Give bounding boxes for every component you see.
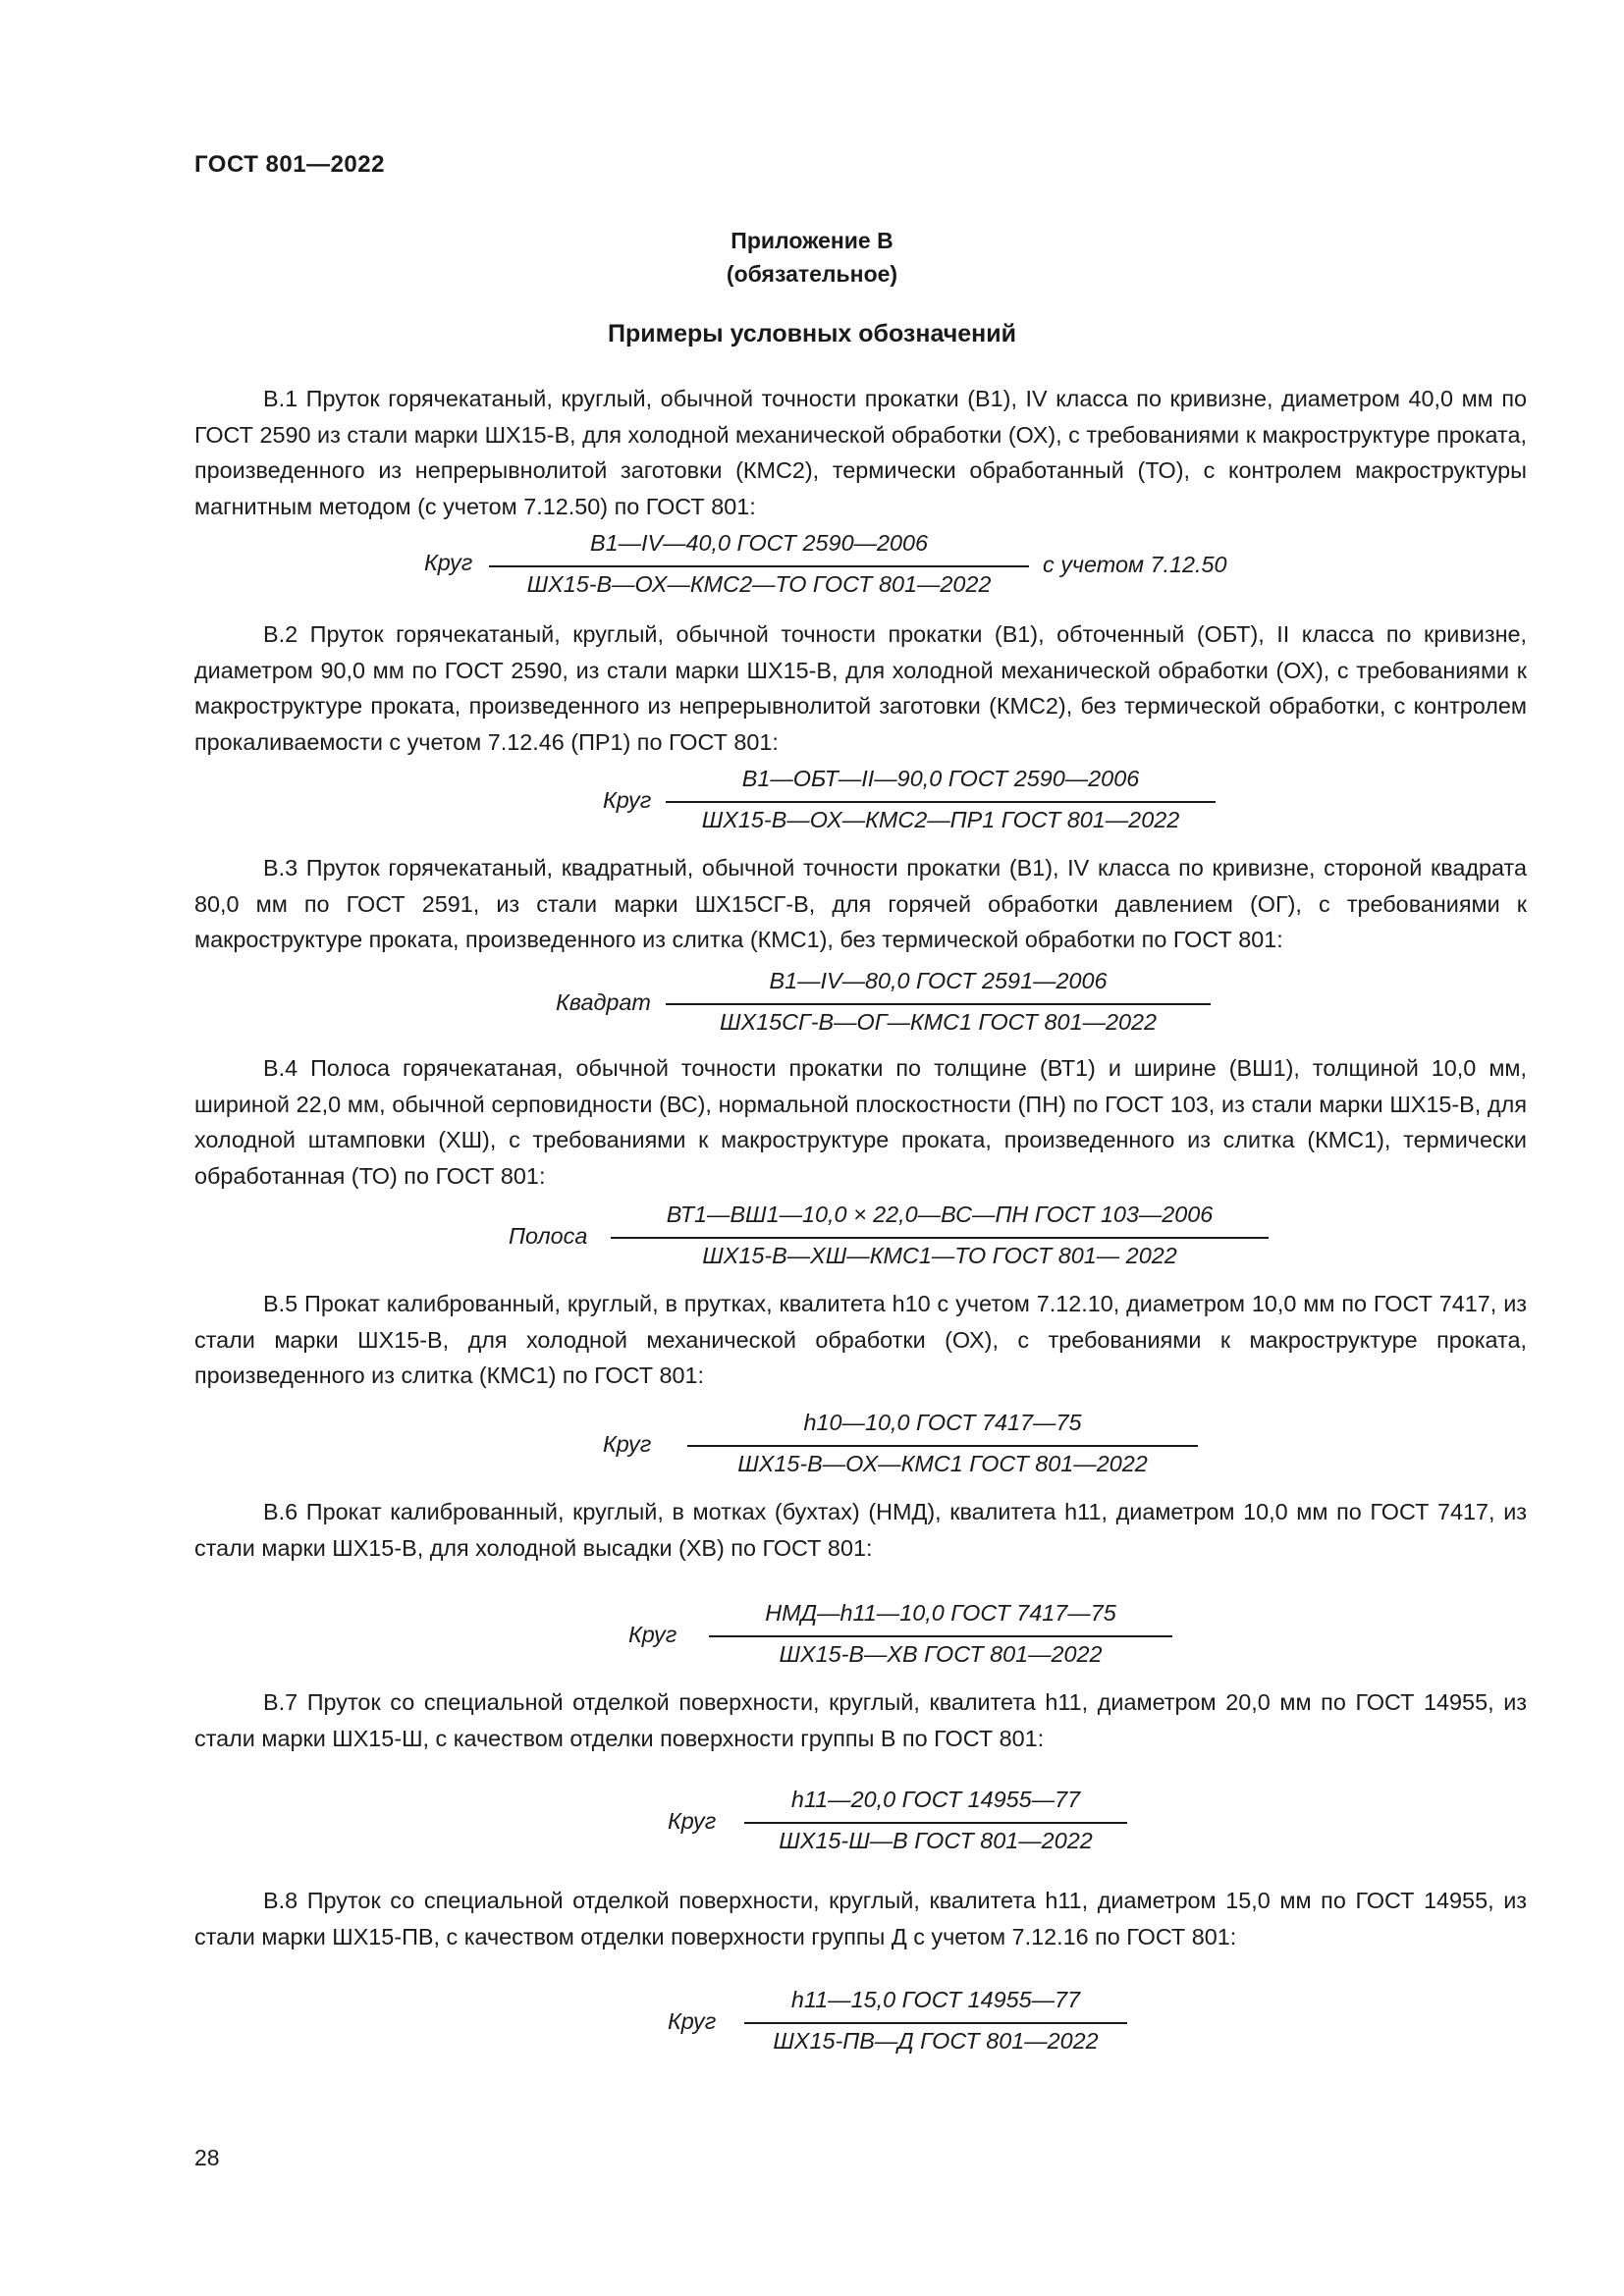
formula-label: Круг (603, 1431, 652, 1457)
formula-numerator: В1—IV—80,0 ГОСТ 2591—2006 (769, 968, 1108, 993)
formula-label: Круг (424, 550, 473, 575)
formula-numerator: h11—15,0 ГОСТ 14955—77 (790, 1987, 1081, 2012)
formula-denominator: ШХ15-Ш—В ГОСТ 801—2022 (779, 1828, 1093, 1853)
formula-denominator: ШХ15-ПВ—Д ГОСТ 801—2022 (773, 2028, 1099, 2054)
example-paragraph-6: В.6 Прокат калиброванный, круглый, в мотках (бухтах) (НМД), квалитета h11, диаметром 10,0 мм по ГОСТ 7417, из стали марки ШХ15-В, для холодной высадки (ХВ) по ГОСТ 801: (194, 1499, 1527, 1561)
fraction-line (709, 1635, 1172, 1637)
appendix-subtitle: (обязательное) (726, 261, 898, 287)
formula-label: Круг (668, 1808, 717, 1834)
example-paragraph-1: В.1 Пруток горячекатаный, круглый, обычной точности прокатки (В1), IV класса по кривизне, диаметром 40,0 мм по ГОСТ 2590 из стали марки ШХ15-В, для холодной механической обработки (ОХ), с требованиями к макроструктуре проката, произведенного из непрерывнолитой заготовки (КМС2), термически обработанный (ТО), с контролем макроструктуры магнитным методом (с учетом 7.12.50) по ГОСТ 801: (194, 386, 1527, 519)
fraction-line (687, 1445, 1198, 1447)
example-paragraph-4: В.4 Полоса горячекатаная, обычной точности прокатки по толщине (ВТ1) и ширине (ВШ1), толщиной 10,0 мм, шириной 22,0 мм, обычной серповидности (ВС), нормальной плоскостности (ПН) по ГОСТ 103, из стали марки ШХ15-В, для холодной штамповки (ХШ), с требованиями к макроструктуре проката, произведенного из слитка (КМС1), термически обработанная (ТО) по ГОСТ 801: (194, 1055, 1527, 1189)
formula-numerator: h10—10,0 ГОСТ 7417—75 (803, 1410, 1082, 1435)
formula-label: Полоса (509, 1223, 588, 1249)
fraction-line (744, 2022, 1127, 2024)
appendix-heading (0, 224, 1624, 291)
fraction-line (611, 1237, 1269, 1239)
formula-denominator: ШХ15-В—ХВ ГОСТ 801—2022 (779, 1641, 1103, 1667)
formula-denominator: ШХ15-В—ХШ—КМС1—ТО ГОСТ 801— 2022 (702, 1243, 1177, 1268)
fraction-line (744, 1822, 1127, 1824)
example-paragraph-5: В.5 Прокат калиброванный, круглый, в прутках, квалитета h10 с учетом 7.12.10, диаметром 10,0 мм по ГОСТ 7417, из стали марки ШХ15-В, для холодной механической обработки (ОХ), с требованиями к макроструктуре проката, произведенного из слитка (КМС1) по ГОСТ 801: (194, 1291, 1527, 1389)
formula-denominator: ШХ15-В—ОХ—КМС2—ПР1 ГОСТ 801—2022 (701, 807, 1180, 832)
formula-numerator: НМД—h11—10,0 ГОСТ 7417—75 (765, 1600, 1116, 1626)
section-title: Примеры условных обозначений (608, 320, 1016, 347)
formula-label: Квадрат (556, 989, 651, 1015)
formula-numerator: В1—IV—40,0 ГОСТ 2590—2006 (589, 530, 929, 556)
example-paragraph-2: В.2 Пруток горячекатаный, круглый, обычной точности прокатки (В1), обточенный (ОБТ), II класса по кривизне, диаметром 90,0 мм по ГОСТ 2590, из стали марки ШХ15-В, для холодной механической обработки (ОХ), с требованиями к макроструктуре проката, произведенного из непрерывнолитой заготовки (КМС2), без термической обработки, с контролем прокаливаемости с учетом 7.12.46 (ПР1) по ГОСТ 801: (194, 621, 1527, 755)
formula-label: Круг (603, 787, 652, 813)
formula-label: Круг (668, 2008, 717, 2034)
fraction-line (666, 1003, 1211, 1005)
formula-label: Круг (628, 1622, 677, 1647)
example-paragraph-3: В.3 Пруток горячекатаный, квадратный, обычной точности прокатки (В1), IV класса по кривизне, стороной квадрата 80,0 мм по ГОСТ 2591, из стали марки ШХ15СГ-В, для горячей обработки давлением (ОГ), с требованиями к макроструктуре проката, произведенного из слитка (КМС1), без термической обработки по ГОСТ 801: (194, 855, 1527, 953)
appendix-title: Приложение В (731, 228, 893, 253)
example-paragraph-8: В.8 Пруток со специальной отделкой поверхности, круглый, квалитета h11, диаметром 15,0 мм по ГОСТ 14955, из стали марки ШХ15-ПВ, с качеством отделки поверхности группы Д с учетом 7.12.16 по ГОСТ 801: (194, 1888, 1527, 1949)
formula-numerator: h11—20,0 ГОСТ 14955—77 (790, 1787, 1081, 1812)
formula-denominator: ШХ15-В—ОХ—КМС1 ГОСТ 801—2022 (737, 1451, 1148, 1476)
fraction-line (489, 565, 1029, 567)
formula-suffix: с учетом 7.12.50 (1043, 552, 1227, 577)
formula-denominator: ШХ15СГ-В—ОГ—КМС1 ГОСТ 801—2022 (719, 1009, 1157, 1035)
document-code-header: ГОСТ 801—2022 (194, 151, 385, 178)
formula-numerator: В1—ОБТ—II—90,0 ГОСТ 2590—2006 (741, 766, 1140, 791)
page-number: 28 (194, 2145, 220, 2170)
formula-numerator: ВТ1—ВШ1—10,0 × 22,0—ВС—ПН ГОСТ 103—2006 (666, 1201, 1214, 1227)
formula-denominator: ШХ15-В—ОХ—КМС2—ТО ГОСТ 801—2022 (526, 571, 992, 597)
example-paragraph-7: В.7 Пруток со специальной отделкой поверхности, круглый, квалитета h11, диаметром 20,0 мм по ГОСТ 14955, из стали марки ШХ15-Ш, с качеством отделки поверхности группы В по ГОСТ 801: (194, 1689, 1527, 1751)
fraction-line (666, 801, 1216, 803)
